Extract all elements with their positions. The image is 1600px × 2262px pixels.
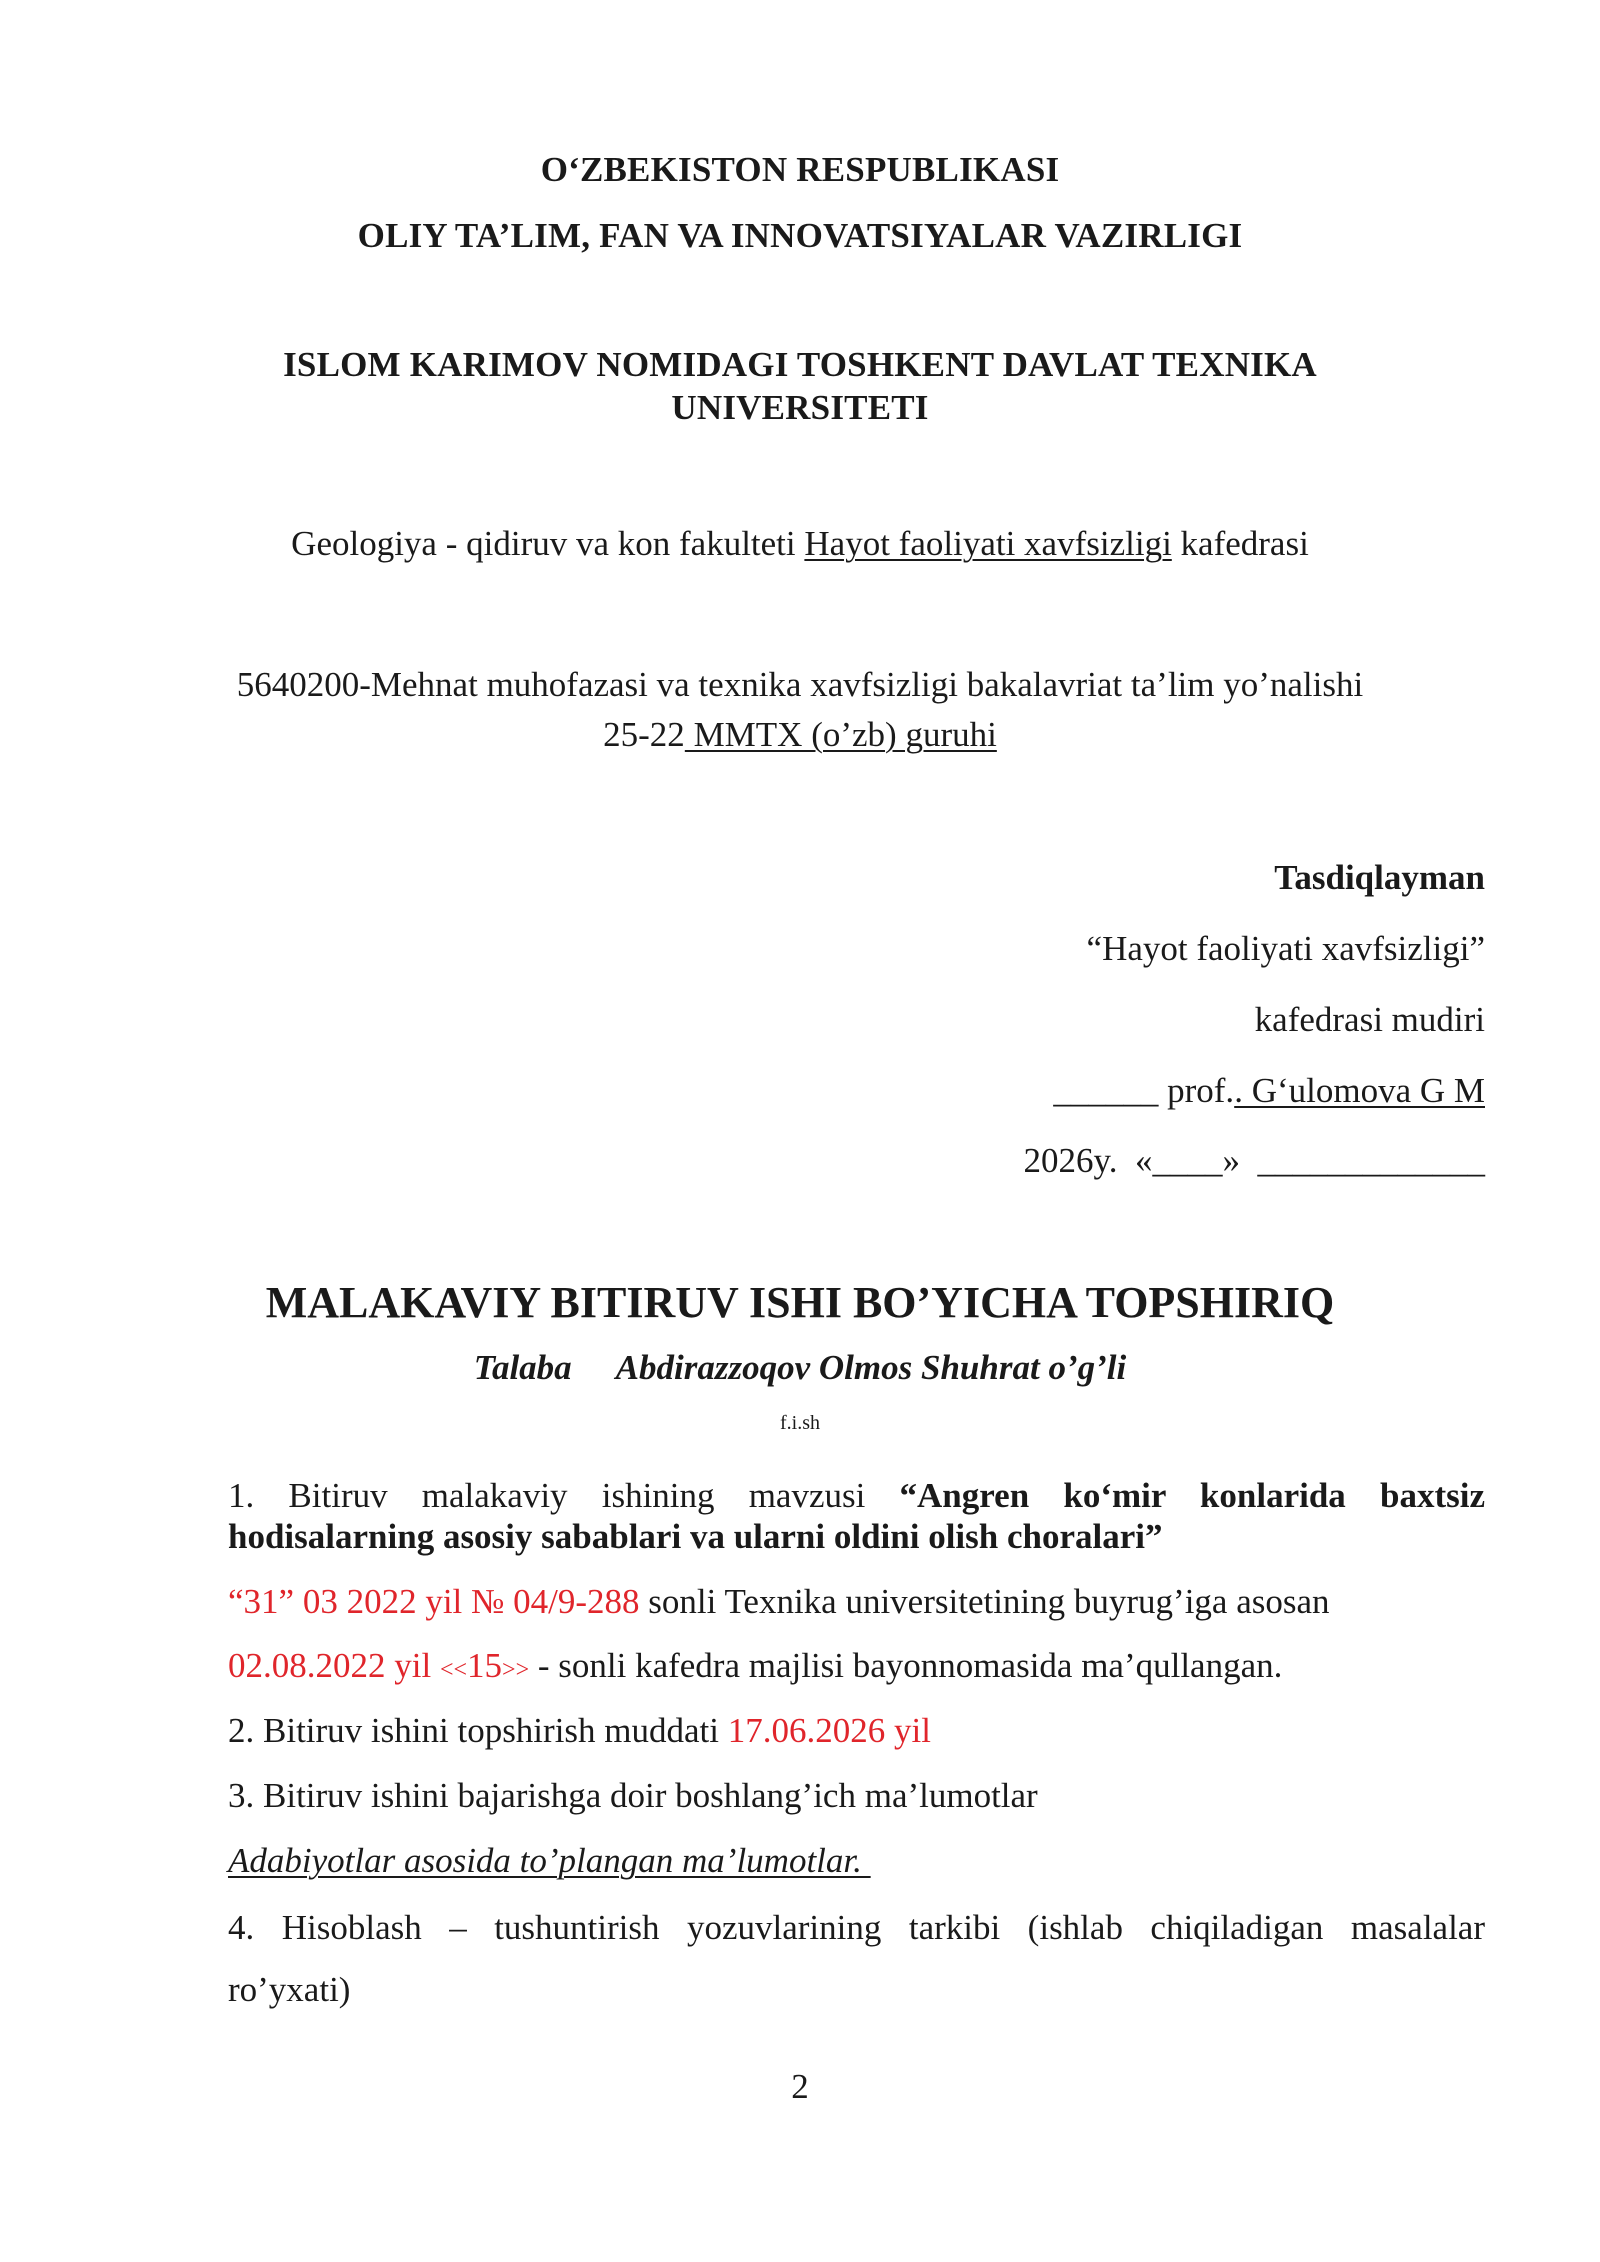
student-label: Talaba <box>473 1348 572 1387</box>
item3-value: Adabiyotlar asosida to’plangan ma’lumotlar. <box>228 1841 871 1880</box>
approval-department: “Hayot faoliyati xavfsizligi” <box>1086 929 1485 968</box>
item1-line1 <box>228 1474 1485 1517</box>
protocol-open: << <box>439 1657 468 1683</box>
protocol-number: 15 <box>467 1646 503 1685</box>
item3-line: 3. Bitiruv ishini bajarishga doir boshlang’ich ma’lumotlar <box>228 1776 1038 1815</box>
university-heading-line2: UNIVERSITETI <box>671 388 929 427</box>
item1-topic-line1: “Angren ko‘mir konlarida baxtsiz <box>899 1476 1485 1515</box>
faculty-text: Geologiya - qidiruv va kon fakulteti <box>291 524 805 563</box>
direction-line: 5640200-Mehnat muhofazasi va texnika xavfsizligi bakalavriat ta’lim yo’nalishi <box>236 665 1364 704</box>
prof-name: . G‘ulomova G M <box>1234 1071 1485 1110</box>
faculty-line <box>0 524 1600 564</box>
approval-signature-line <box>1053 1071 1485 1111</box>
approval-year: 2026y. <box>1023 1141 1118 1180</box>
prof-label: prof. <box>1158 1071 1235 1110</box>
item2-text: 2. Bitiruv ishini topshirish muddati <box>228 1711 728 1750</box>
approval-day-blank: «____» <box>1135 1141 1240 1180</box>
ministry-heading: OLIY TA’LIM, FAN VA INNOVATSIYALAR VAZIRLIGI <box>357 216 1243 255</box>
approval-heading: Tasdiqlayman <box>1274 858 1485 897</box>
item1-topic-line2: hodisalarning asosiy sabablari va ularni oldini olish choralari” <box>228 1517 1163 1556</box>
item4-line2: ro’yxati) <box>228 1970 351 2009</box>
protocol-date: 02.08.2022 yil <box>228 1646 440 1685</box>
group-line <box>0 715 1600 755</box>
item2-line <box>228 1711 931 1751</box>
republic-heading: O‘ZBEKISTON RESPUBLIKASI <box>540 150 1060 189</box>
protocol-line <box>228 1646 1282 1686</box>
approval-month-blank: _____________ <box>1257 1141 1485 1180</box>
item4-line1: 4. Hisoblash – tushuntirish yozuvlarining tarkibi (ishlab chiqiladigan masalalar <box>228 1908 1485 1947</box>
protocol-text: - sonli kafedra majlisi bayonnomasida ma’qullangan. <box>529 1646 1283 1685</box>
approval-head-title: kafedrasi mudiri <box>1254 1000 1485 1039</box>
department-suffix: kafedrasi <box>1171 524 1309 563</box>
page-number: 2 <box>791 2067 809 2106</box>
order-line <box>228 1582 1330 1622</box>
order-ref: “31” 03 2022 yil № 04/9-288 <box>228 1582 640 1621</box>
signature-blank: ______ <box>1053 1071 1159 1110</box>
group-name: MMTX (o’zb) guruhi <box>684 715 997 754</box>
document-title: MALAKAVIY BITIRUV ISHI BO’YICHA TOPSHIRIQ <box>265 1278 1335 1327</box>
department-name: Hayot faoliyati xavfsizligi <box>804 524 1172 563</box>
approval-date-line <box>1024 1141 1485 1181</box>
fish-caption: f.i.sh <box>780 1412 820 1434</box>
university-heading-line1: ISLOM KARIMOV NOMIDAGI TOSHKENT DAVLAT TEXNIKA <box>283 345 1317 384</box>
student-line <box>0 1348 1600 1388</box>
group-number: 25-22 <box>603 715 685 754</box>
protocol-close: >> <box>502 1657 530 1683</box>
item2-date: 17.06.2026 yil <box>727 1711 931 1750</box>
order-text: sonli Texnika universitetining buyrug’iga asosan <box>639 1582 1330 1621</box>
student-name: Abdirazzoqov Olmos Shuhrat o’g’li <box>615 1348 1127 1387</box>
item1-prefix: 1. Bitiruv malakaviy ishining mavzusi <box>228 1476 900 1515</box>
